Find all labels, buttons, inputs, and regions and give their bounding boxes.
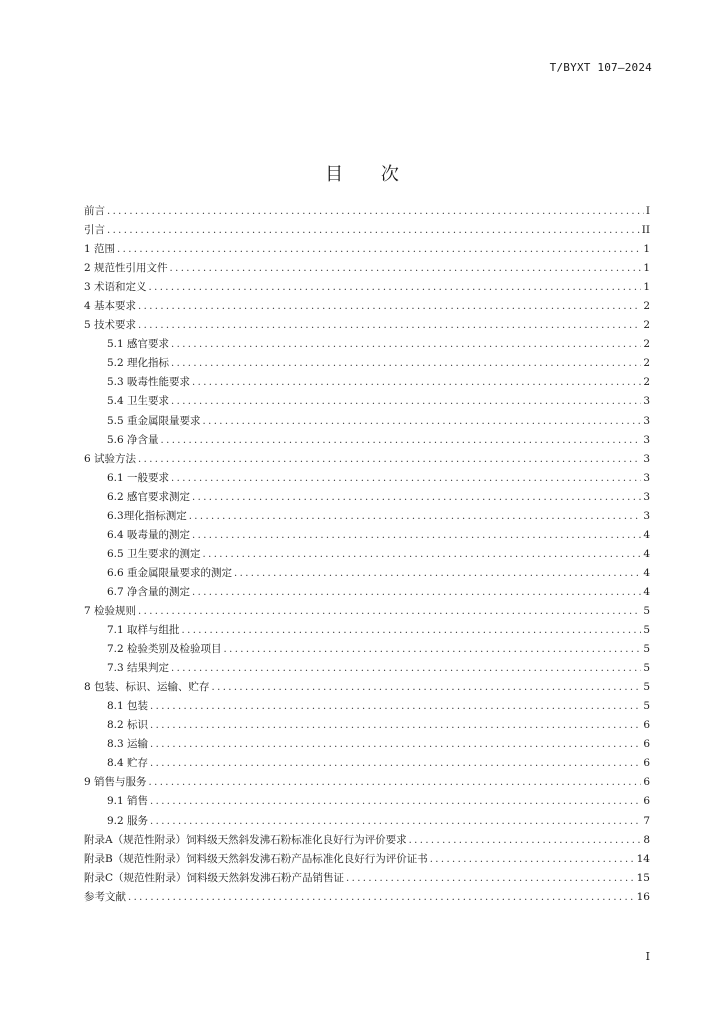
toc-entry-label: 5.6 净含量: [107, 433, 159, 446]
toc-entry[interactable]: [84, 278, 650, 297]
toc-entry[interactable]: [84, 659, 650, 678]
toc-entry[interactable]: [84, 507, 650, 526]
toc-entry-page: 3: [643, 414, 650, 427]
toc-entry-label: 前言: [84, 205, 105, 217]
toc-entry-page: I: [645, 205, 650, 217]
toc-entry-page: 8: [643, 833, 650, 846]
toc-entry[interactable]: [84, 735, 650, 754]
toc-entry[interactable]: [84, 602, 650, 621]
toc-entry[interactable]: [84, 202, 650, 221]
toc-entry-label: 6.7 净含量的测定: [107, 585, 191, 598]
toc-entry-page: II: [641, 224, 650, 237]
toc-entry[interactable]: [84, 621, 650, 640]
document-code: T/BYXT 107—2024: [549, 61, 652, 74]
table-of-contents: [84, 202, 650, 907]
toc-leader-dots: [150, 697, 641, 716]
toc-entry[interactable]: [84, 678, 650, 697]
toc-leader-dots: [150, 716, 641, 735]
toc-entry[interactable]: [84, 697, 650, 716]
toc-entry[interactable]: [84, 640, 650, 659]
toc-entry-label: 6.2 感官要求测定: [107, 490, 191, 503]
toc-leader-dots: [346, 869, 635, 888]
toc-entry-page: 16: [636, 890, 650, 903]
toc-entry-label: 6.1 一般要求: [107, 471, 170, 484]
toc-leader-dots: [150, 735, 641, 754]
toc-leader-dots: [138, 602, 641, 621]
toc-entry[interactable]: [84, 469, 650, 488]
toc-leader-dots: [138, 297, 641, 316]
toc-leader-dots: [138, 450, 641, 469]
toc-leader-dots: [182, 621, 642, 640]
toc-entry-label: 6.6 重金属限量要求的测定: [107, 566, 233, 579]
toc-entry-page: 4: [643, 528, 650, 541]
toc-leader-dots: [409, 831, 642, 850]
toc-entry[interactable]: [84, 773, 650, 792]
toc-leader-dots: [430, 850, 635, 869]
toc-entry[interactable]: [84, 792, 650, 811]
toc-entry-label: 9.2 服务: [107, 814, 149, 827]
toc-entry-label: 4 基本要求: [84, 300, 137, 313]
toc-entry[interactable]: [84, 259, 650, 278]
toc-entry-page: 6: [643, 776, 650, 789]
toc-leader-dots: [150, 792, 641, 811]
toc-leader-dots: [171, 335, 641, 354]
toc-entry-page: 2: [643, 338, 650, 351]
toc-entry-label: 2 规范性引用文件: [84, 262, 168, 275]
toc-entry-page: 4: [643, 585, 650, 598]
toc-entry[interactable]: [84, 869, 650, 888]
toc-entry-page: 3: [643, 490, 650, 503]
toc-entry-label: 8.1 包装: [107, 700, 149, 713]
toc-entry[interactable]: [84, 888, 650, 907]
toc-leader-dots: [150, 812, 641, 831]
toc-leader-dots: [138, 316, 641, 335]
toc-entry-label: 6.3理化指标测定: [107, 509, 187, 522]
toc-entry-page: 3: [643, 452, 650, 465]
toc-entry-page: 15: [636, 871, 650, 884]
toc-leader-dots: [171, 392, 641, 411]
toc-entry-page: 2: [643, 357, 650, 370]
toc-leader-dots: [161, 431, 642, 450]
toc-entry[interactable]: [84, 850, 650, 869]
toc-entry-page: 5: [643, 681, 650, 694]
toc-entry[interactable]: [84, 831, 650, 850]
toc-entry-label: 3 术语和定义: [84, 281, 147, 294]
toc-leader-dots: [189, 507, 642, 526]
toc-entry[interactable]: [84, 392, 650, 411]
toc-entry-page: 2: [643, 300, 650, 313]
toc-leader-dots: [107, 221, 640, 240]
toc-entry-label: 7.3 结果判定: [107, 662, 170, 675]
toc-entry-page: 3: [643, 433, 650, 446]
toc-entry[interactable]: [84, 316, 650, 335]
toc-entry-label: 5.4 卫生要求: [107, 395, 170, 408]
toc-entry-label: 1 范围: [84, 243, 116, 256]
toc-entry-label: 8 包装、标识、运输、贮存: [84, 681, 210, 694]
toc-entry-page: 6: [643, 757, 650, 770]
toc-leader-dots: [117, 240, 641, 259]
toc-entry-label: 附录B（规范性附录）饲料级天然斜发沸石粉产品标准化良好行为评价证书: [84, 852, 428, 865]
toc-entry-label: 6.5 卫生要求的测定: [107, 547, 201, 560]
toc-entry[interactable]: [84, 545, 650, 564]
toc-entry[interactable]: [84, 564, 650, 583]
toc-entry[interactable]: [84, 583, 650, 602]
toc-leader-dots: [149, 278, 642, 297]
toc-entry-label: 6 试验方法: [84, 452, 137, 465]
toc-entry-page: 4: [643, 566, 650, 579]
toc-entry-label: 7.1 取样与组批: [107, 624, 180, 637]
toc-entry-page: 3: [643, 471, 650, 484]
toc-entry-page: 2: [643, 376, 650, 389]
toc-leader-dots: [192, 488, 641, 507]
toc-entry-label: 5 技术要求: [84, 319, 137, 332]
toc-entry-page: 14: [636, 852, 650, 865]
toc-entry-label: 参考文献: [84, 890, 126, 903]
page-title: 目 次: [325, 164, 415, 185]
toc-entry[interactable]: [84, 488, 650, 507]
toc-entry-page: 2: [643, 319, 650, 332]
toc-entry-page: 1: [643, 262, 650, 275]
toc-entry-label: 引言: [84, 224, 105, 237]
toc-entry[interactable]: [84, 450, 650, 469]
toc-leader-dots: [150, 754, 641, 773]
toc-entry[interactable]: [84, 221, 650, 240]
page-number: I: [645, 950, 650, 963]
toc-leader-dots: [192, 373, 641, 392]
toc-entry-page: 5: [643, 643, 650, 656]
toc-entry-label: 9.1 销售: [107, 795, 149, 808]
toc-leader-dots: [192, 526, 641, 545]
toc-entry-label: 8.3 运输: [107, 738, 149, 751]
toc-leader-dots: [149, 773, 642, 792]
toc-entry[interactable]: [84, 754, 650, 773]
toc-entry-page: 7: [643, 814, 650, 827]
toc-leader-dots: [128, 888, 635, 907]
toc-leader-dots: [203, 412, 642, 431]
toc-entry-label: 7.2 检验类别及检验项目: [107, 643, 222, 656]
toc-entry-label: 附录A（规范性附录）饲料级天然斜发沸石粉标准化良好行为评价要求: [84, 833, 407, 846]
toc-leader-dots: [192, 583, 641, 602]
toc-entry-label: 附录C（规范性附录）饲料级天然斜发沸石粉产品销售证: [84, 871, 345, 884]
toc-entry[interactable]: [84, 412, 650, 431]
toc-entry-label: 8.2 标识: [107, 719, 149, 732]
toc-entry-page: 3: [643, 509, 650, 522]
toc-leader-dots: [224, 640, 642, 659]
toc-entry-page: 1: [643, 243, 650, 256]
toc-entry[interactable]: [84, 526, 650, 545]
toc-entry[interactable]: [84, 354, 650, 373]
toc-entry-page: 4: [643, 547, 650, 560]
toc-leader-dots: [212, 678, 642, 697]
toc-entry[interactable]: [84, 431, 650, 450]
toc-entry-label: 5.5 重金属限量要求: [107, 414, 201, 427]
toc-entry-label: 7 检验规则: [84, 604, 137, 617]
toc-leader-dots: [107, 202, 644, 221]
toc-entry-label: 8.4 贮存: [107, 757, 149, 770]
toc-entry-page: 6: [643, 795, 650, 808]
toc-entry-page: 5: [643, 624, 650, 637]
toc-entry-page: 5: [643, 700, 650, 713]
toc-entry[interactable]: [84, 240, 650, 259]
toc-entry[interactable]: [84, 716, 650, 735]
toc-entry-label: 5.1 感官要求: [107, 338, 170, 351]
toc-entry-label: 5.3 吸毒性能要求: [107, 376, 191, 389]
toc-entry[interactable]: [84, 812, 650, 831]
toc-entry-page: 3: [643, 395, 650, 408]
toc-entry-page: 6: [643, 719, 650, 732]
toc-entry-label: 9 销售与服务: [84, 776, 147, 789]
toc-entry-label: 5.2 理化指标: [107, 357, 170, 370]
toc-leader-dots: [171, 659, 641, 678]
toc-entry-page: 5: [643, 604, 650, 617]
toc-entry-label: 6.4 吸毒量的测定: [107, 528, 191, 541]
toc-entry-page: 1: [643, 281, 650, 294]
toc-leader-dots: [234, 564, 641, 583]
toc-entry-page: 6: [643, 738, 650, 751]
toc-entry-page: 5: [643, 662, 650, 675]
toc-leader-dots: [171, 469, 641, 488]
toc-entry[interactable]: [84, 373, 650, 392]
toc-leader-dots: [171, 354, 641, 373]
toc-leader-dots: [170, 259, 642, 278]
toc-entry[interactable]: [84, 335, 650, 354]
toc-leader-dots: [203, 545, 642, 564]
toc-entry[interactable]: [84, 297, 650, 316]
